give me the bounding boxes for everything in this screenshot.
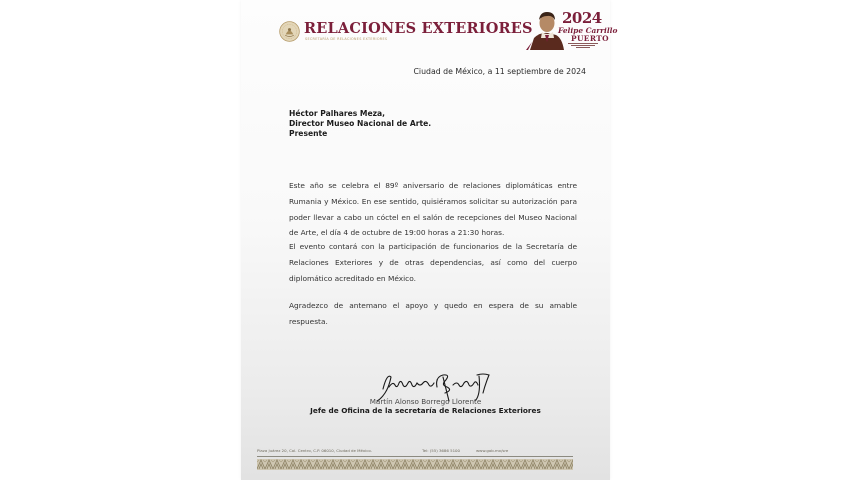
body-paragraph: Agradezco de antemano el apoyo y quedo en espera de su amable respuesta.	[289, 301, 577, 326]
footer-divider	[257, 456, 573, 457]
recipient-name: Héctor Palhares Meza,	[289, 109, 386, 118]
signer-name: Martín Alonso Borrego Llorente	[369, 397, 482, 406]
logo-name-line1: Felipe Carrillo	[558, 26, 618, 35]
recipient-position: Director Museo Nacional de Arte.	[289, 119, 432, 129]
coat-of-arms-seal-icon	[279, 21, 300, 42]
dateline: Ciudad de México, a 11 septiembre de 2024	[413, 67, 586, 76]
letter-page	[241, 0, 618, 480]
letterhead-title: RELACIONES EXTERIORES	[304, 20, 533, 37]
signer-title: Jefe de Oficina de la secretaría de Relaciones Exteriores	[310, 406, 541, 415]
footer-pattern-band	[257, 459, 573, 470]
logo-year: 2024	[562, 9, 602, 27]
footer-website: www.gob.mx/sre	[476, 448, 509, 453]
body-paragraph: El evento contará con la participación de funcionarios de la Secretaría de Relaciones Exteriores y de otras dependencias, así como del cuerpo diplomático acreditado en México.	[289, 242, 577, 283]
body-paragraph: Este año se celebra el 89º aniversario de relaciones diplomáticas entre Rumania y México. En ese sentido, quisiéramos solicitar su autorización para poder llevar a cabo un cóctel en el salón de recepciones del Museo Nacional de Arte, el día 4 de octubre de 19:00 horas a 21:30 horas.	[289, 181, 577, 238]
recipient-block	[289, 109, 431, 140]
logo-name-line2: PUERTO	[571, 34, 609, 43]
recipient-salutation: Presente	[289, 129, 328, 139]
logo-fine-print	[568, 43, 598, 48]
letterhead-subtitle: SECRETARÍA DE RELACIONES EXTERIORES	[305, 37, 388, 41]
footer-address: Plaza Juárez 20, Col. Centro, C.P. 06010, Ciudad de México.	[257, 448, 372, 453]
footer-phone: Tel: (55) 3686 5100	[422, 448, 460, 453]
